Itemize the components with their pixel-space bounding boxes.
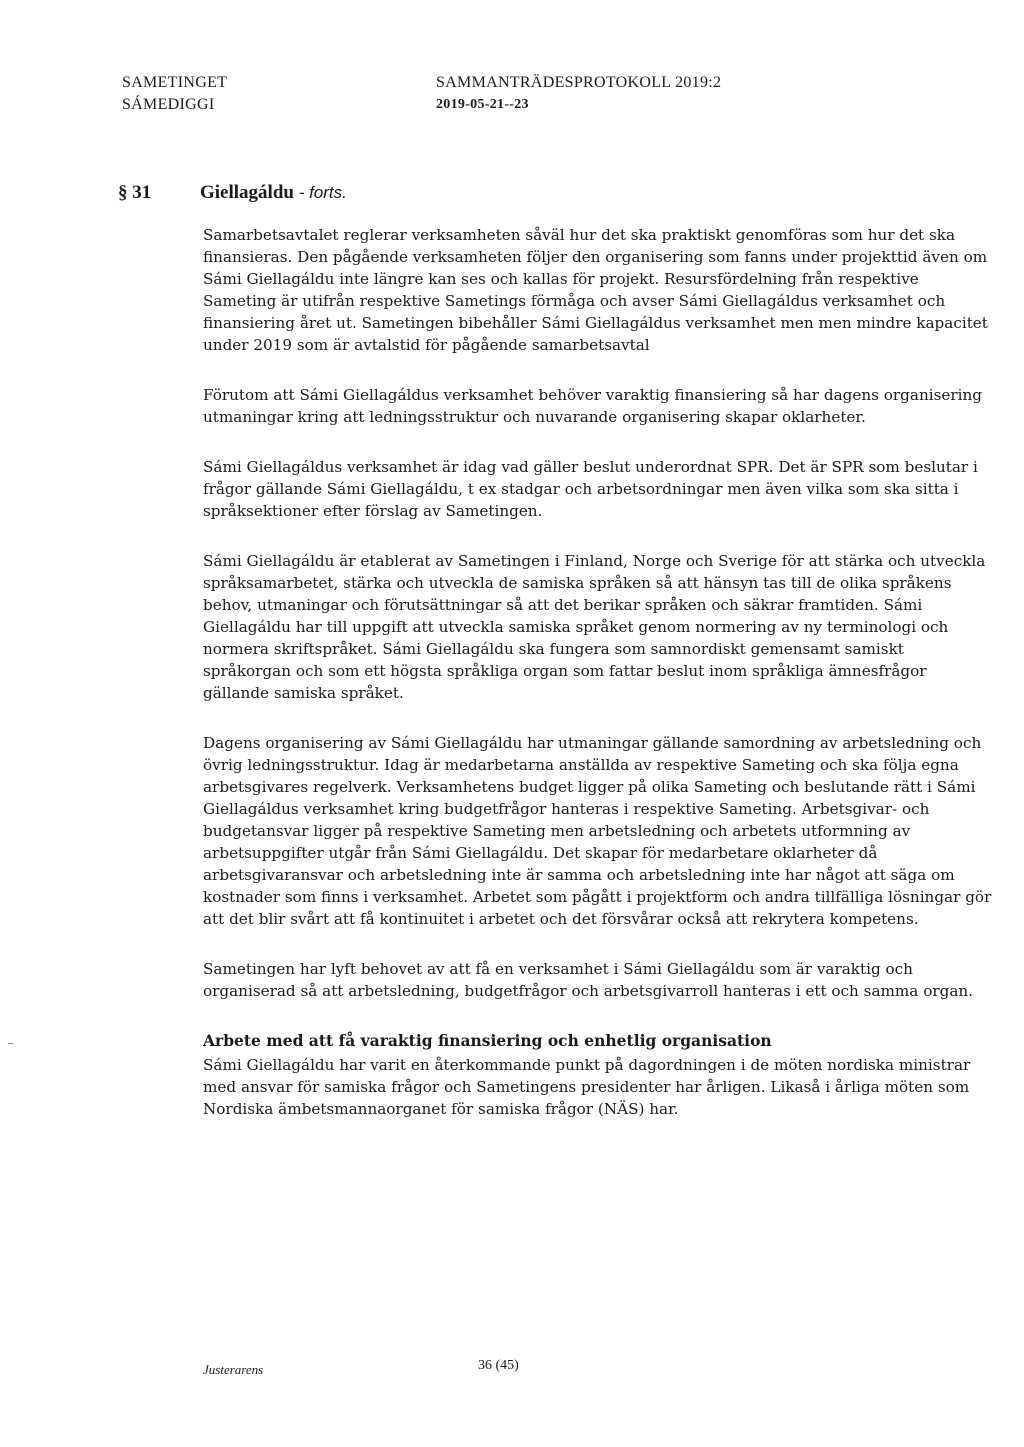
org-name-swedish: SAMETINGET xyxy=(122,74,228,91)
section-title: Giellagáldu xyxy=(200,182,294,203)
document-title: SAMMANTRÄDESPROTOKOLL 2019:2 xyxy=(436,74,722,91)
org-name-sami: SÁMEDIGGI xyxy=(122,96,215,113)
section-heading xyxy=(118,182,347,204)
paragraph: Dagens organisering av Sámi Giellagáldu har utmaningar gällande samordning av arbetsledning och övrig ledningsstruktur. Idag är medarbetarna anställda av respektive Sameting och ska följa egna arbetsgivares regelverk. Verksamhetens budget ligger på olika Sameting och beslutande rätt i Sámi Giellagáldus verksamhet kring budgetfrågor hanteras i respektive Sameting. Arbetsgivar- och budgetansvar ligger på respektive Sameting men arbetsledning och arbetets utformning av arbetsuppgifter utgår från Sámi Giellagáldu. Det skapar för medarbetare oklarheter då arbetsgivaransvar och arbetsledning inte är samma och arbetsledning inte har något att säga om kostnader som finns i verksamhet. Arbetet som pågått i projektform och andra tillfälliga lösningar gör att det blir svårt att få kontinuitet i arbetet och det försvårar också att rekrytera kompetens. xyxy=(203,734,992,928)
subsection-paragraph: Sámi Giellagáldu har varit en återkommande punkt på dagordningen i de möten nordiska ministrar med ansvar för samiska frågor och Sametingens presidenter har årligen. Likaså i årliga möten som Nordiska ämbetsmannaorganet för samiska frågor (NÄS) har. xyxy=(203,1056,971,1118)
paragraph: Förutom att Sámi Giellagáldus verksamhet behöver varaktig finansiering så har dagens organisering utmaningar kring att ledningsstruktur och nuvarande organisering skapar oklarheter. xyxy=(203,386,982,426)
header-document-info xyxy=(436,72,721,116)
paragraph: Samarbetsavtalet reglerar verksamheten såväl hur det ska praktiskt genomföras som hur det ska finansieras. Den pågående verksamheten följer den organisering som fanns under projekttid även om Sámi Giellagáldu inte längre kan ses och kallas för projekt. Resursfördelning från respektive Sameting är utifrån respektive Sametings förmåga och avser Sámi Giellagáldus verksamhet och finansiering året ut. Sametingen bibehåller Sámi Giellagáldus verksamhet men men mindre kapacitet under 2019 som är avtalstid för pågående samarbetsavtal xyxy=(203,226,988,354)
section-number: § 31 xyxy=(118,182,152,203)
meeting-date: 2019-05-21--23 xyxy=(436,97,529,112)
paragraph: Sámi Giellagáldu är etablerat av Sametingen i Finland, Norge och Sverige för att stärka och utveckla språksamarbetet, stärka och utveckla de samiska språken så att hänsyn tas till de olika språkens behov, utmaningar och förutsättningar så att det berikar språken och säkrar framtiden. Sámi Giellagáldu har till uppgift att utveckla samiska språket genom normering av ny terminologi och normera skriftspråket. Sámi Giellagáldu ska fungera som samnordiskt gemensamt samiskt språkorgan och som ett högsta språkliga organ som fattar beslut inom språkliga ämnesfrågor gällande samiska språket. xyxy=(203,552,986,702)
footer-signer-label: Justerarens xyxy=(203,1362,264,1377)
paragraph: Sametingen har lyft behovet av att få en verksamhet i Sámi Giellagáldu som är varaktig och organiserad så att arbetsledning, budgetfrågor och arbetsgivarroll hanteras i ett och samma organ. xyxy=(203,960,973,1000)
section-continued-label: - forts. xyxy=(293,183,347,202)
paragraph: Sámi Giellagáldus verksamhet är idag vad gäller beslut underordnat SPR. Det är SPR som beslutar i frågor gällande Sámi Giellagáldu, t ex stadgar och arbetsordningar men även vilka som ska sitta i språksektioner efter förslag av Sametingen. xyxy=(203,458,978,520)
page-number: 36 (45) xyxy=(478,1358,519,1373)
document-body xyxy=(203,224,993,1148)
subsection-heading: Arbete med att få varaktig finansiering och enhetlig organisation xyxy=(203,1031,772,1050)
header-organization xyxy=(122,72,227,116)
scan-artifact xyxy=(8,1043,13,1044)
